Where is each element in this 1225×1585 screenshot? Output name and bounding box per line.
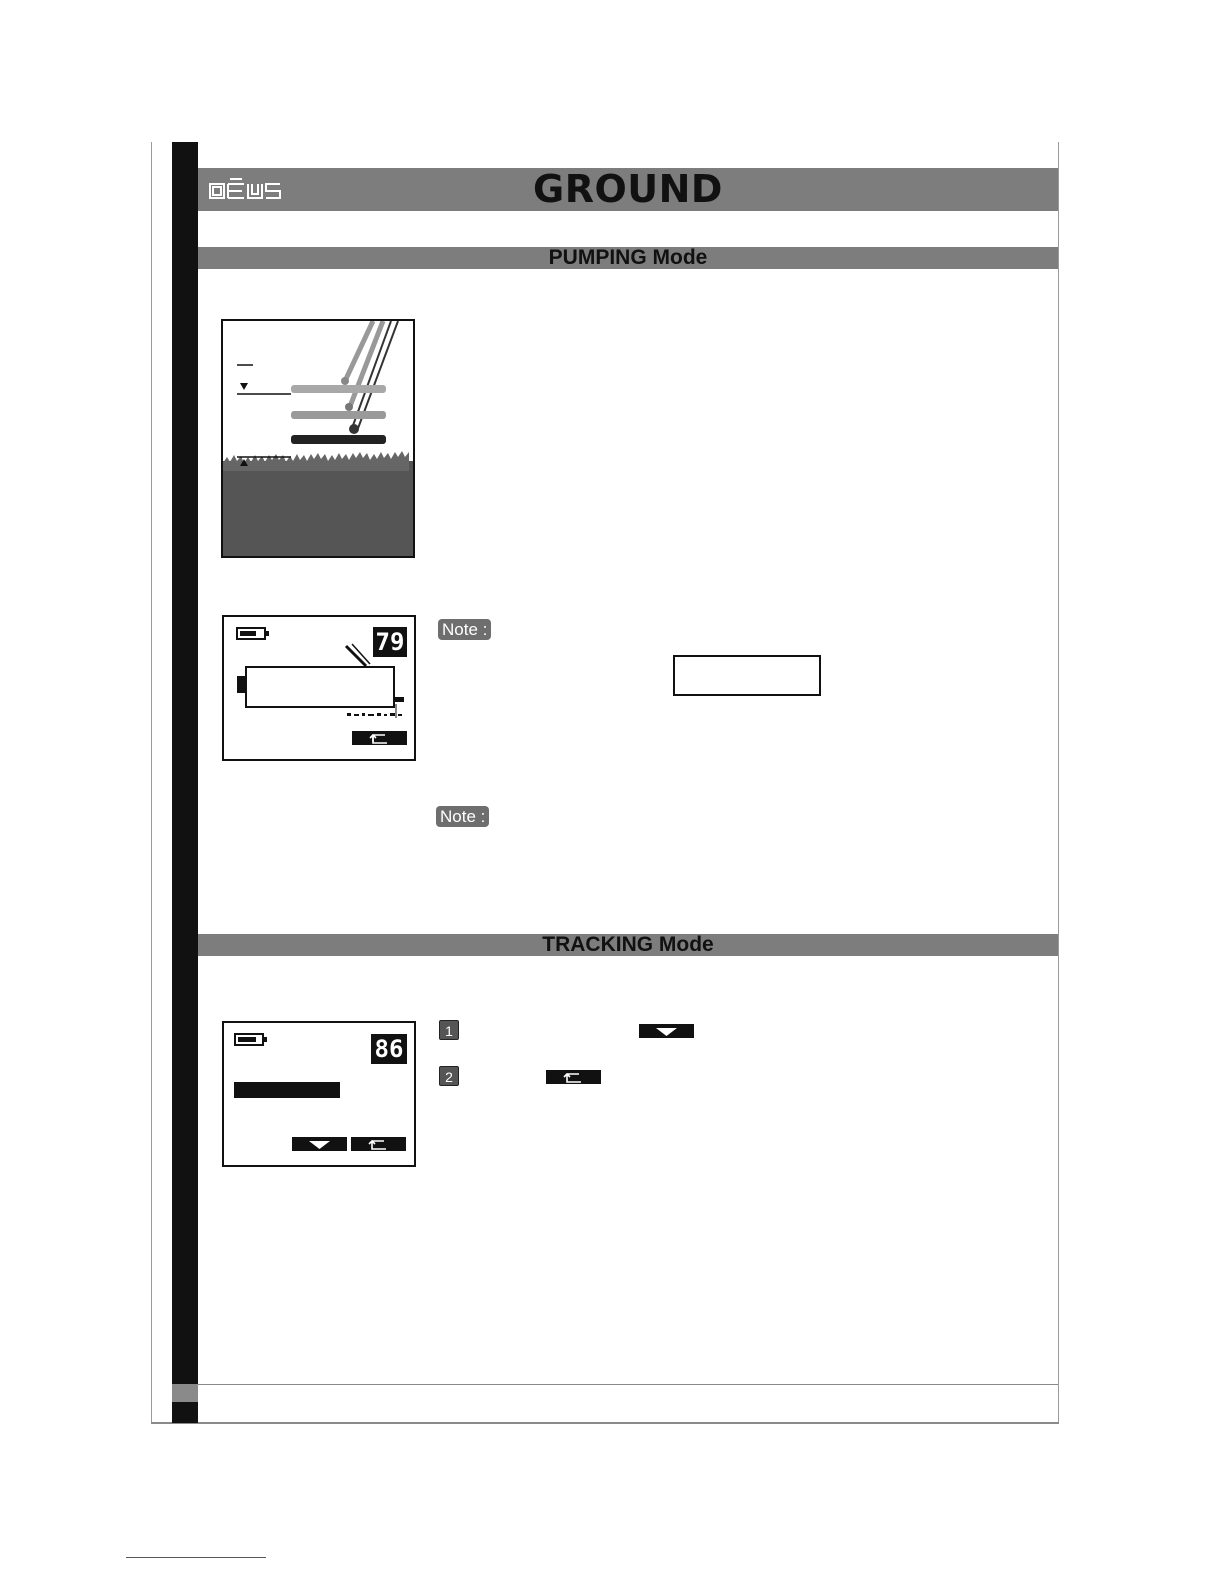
bottom-link-underline[interactable] [126,1557,266,1558]
page-title: GROUND [533,167,723,211]
return-arrow-icon [352,732,407,746]
step-2-badge: 2 [439,1066,459,1086]
pumping-lcd-screen [222,615,416,761]
pumping-counter-display: 79 [373,627,407,657]
tracking-down-key [292,1137,347,1151]
down-triangle-icon [639,1025,694,1039]
pumping-illustration [221,319,415,558]
empty-display-box [673,655,821,696]
note-tag-1: Note : [438,619,491,640]
footer-rule [198,1384,1058,1385]
step-1-down-key [639,1024,694,1038]
coil-pumping-diagram [223,321,413,556]
page-frame-bottom [151,1422,1059,1424]
pumping-back-key [352,731,407,745]
step-1-badge: 1 [439,1020,459,1040]
pumping-section-title: PUMPING Mode [548,246,708,269]
page-spine [172,142,198,1423]
page-spine-marker [172,1384,198,1402]
deus-logo [208,176,284,204]
pumping-graph-area [234,642,414,727]
return-arrow-icon [546,1071,601,1085]
tracking-highlight-bar [234,1082,340,1098]
return-arrow-icon [351,1138,406,1152]
tracking-lcd-screen [222,1021,416,1167]
note-tag-2: Note : [436,806,489,827]
step-2-back-key [546,1070,601,1084]
page-frame-left [151,142,152,1423]
tracking-section-title: TRACKING Mode [542,933,714,956]
page-frame-right [1058,142,1059,1423]
tracking-counter-display: 86 [371,1034,407,1064]
battery-icon [234,1033,268,1047]
tracking-back-key [351,1137,406,1151]
battery-icon [236,627,270,641]
down-triangle-icon [292,1138,347,1152]
